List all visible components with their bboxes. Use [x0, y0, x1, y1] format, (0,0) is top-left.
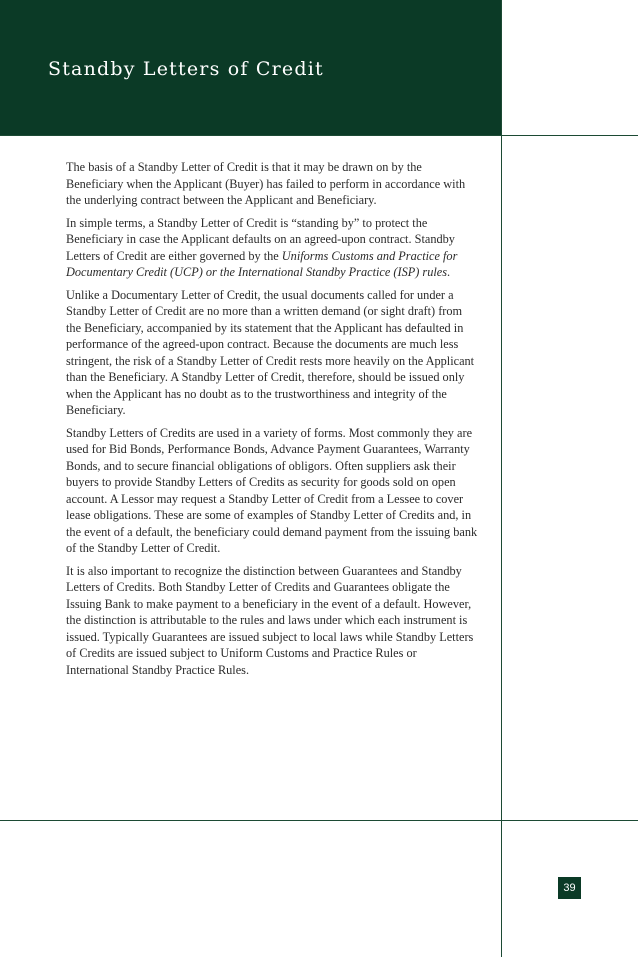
paragraph-basis: The basis of a Standby Letter of Credit is that it may be drawn on by the Beneficiary when the Applicant (Buyer) has failed to perform in accordance with the underlying contract between the Applicant and Beneficiary. [66, 160, 466, 207]
page-title: Standby Letters of Credit [48, 58, 324, 80]
paragraph-forms: Standby Letters of Credits are used in a variety of forms. Most commonly they are used for Bid Bonds, Performance Bonds, Advance Payment Guarantees, Warranty Bonds, and to secure financial obligations of obligors. Often suppliers ask their buyers to provide Standby Letters of Credits as security for goods sold on open account. A Lessor may request a Standby Letter of Credit from a Lessee to cover lease obligations. These are some of examples of Standby Letter of Credits and, in the event of a default, the beneficiary could demand payment from the issuing bank of the Standby Letter of Credit. [66, 425, 478, 555]
rules-reference: Uniforms Customs and Practice for Documentary Credit (UCP) or the International Standby Practice (ISP) rules [66, 248, 458, 279]
paragraph-simple-terms-text: In simple terms, a Standby Letter of Credit is “standing by” to protect the Beneficiary in case the Applicant defaults on an agreed-upon contract. Standby Letters of Credit are either governed by the [66, 215, 455, 263]
vertical-divider [501, 0, 502, 957]
header-band [0, 0, 501, 135]
paragraph-guarantees-distinction: It is also important to recognize the distinction between Guarantees and Standby Letters of Credits. Both Standby Letter of Credits and Guarantees obligate the Issuing Bank to make payment to a beneficiary in the event of a default. However, the distinction is attributable to the rules and laws under which each instrument is issued. Typically Guarantees are issued subject to local laws while Standby Letters of Credits are issued subject to Uniform Customs and Practice Rules or International Standby Practice Rules. [66, 563, 474, 677]
footer-divider [0, 820, 638, 821]
article-body [66, 159, 480, 684]
page-number-badge: 39 [558, 877, 581, 899]
paragraph-simple-terms-end: . [447, 265, 451, 279]
paragraph-simple-terms [66, 215, 480, 281]
header-divider [0, 135, 638, 136]
paragraph-documentary-comparison: Unlike a Documentary Letter of Credit, the usual documents called for under a Standby Letter of Credit are no more than a written demand (or sight draft) from the Beneficiary, accompanied by its statement that the Applicant has defaulted in performance of the agreed-upon contract. Because the documents are much less stringent, the risk of a Standby Letter of Credit rests more heavily on the Applicant than the Beneficiary. A Standby Letter of Credit, therefore, should be issued only when the Applicant has no doubt as to the trustworthiness and integrity of the Beneficiary. [66, 287, 475, 417]
